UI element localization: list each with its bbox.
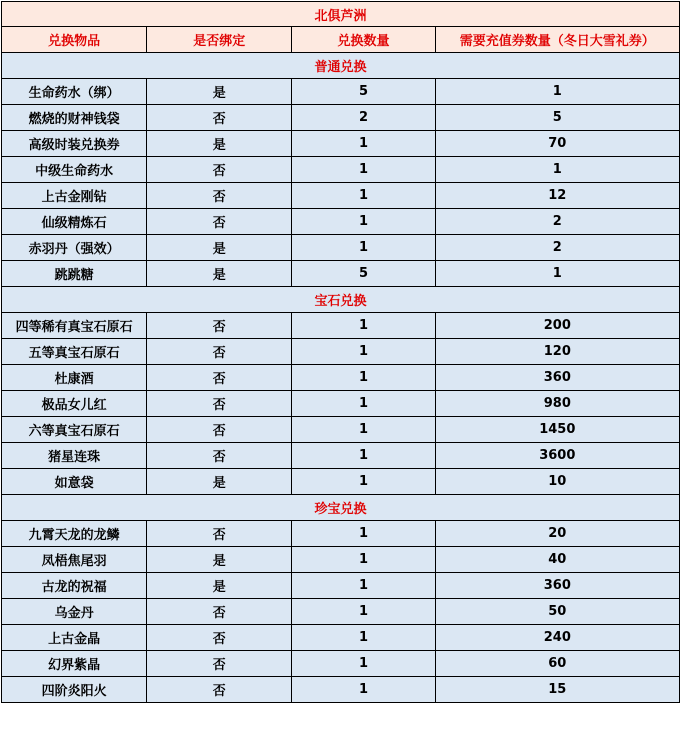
cell-quantity: 1 <box>292 573 435 599</box>
cell-quantity: 1 <box>292 547 435 573</box>
cell-quantity: 1 <box>292 677 435 703</box>
cell-item: 乌金丹 <box>2 599 147 625</box>
table-row <box>2 313 680 339</box>
table-row <box>2 443 680 469</box>
cell-item: 古龙的祝福 <box>2 573 147 599</box>
table-row <box>2 677 680 703</box>
table-row <box>2 625 680 651</box>
cell-bound: 是 <box>147 131 292 157</box>
cell-quantity: 1 <box>292 183 435 209</box>
cell-item: 生命药水（绑） <box>2 79 147 105</box>
cell-voucher-cost: 1 <box>435 261 679 287</box>
header-quantity: 兑换数量 <box>292 27 435 53</box>
cell-quantity: 1 <box>292 625 435 651</box>
section-title: 宝石兑换 <box>2 287 680 313</box>
cell-item: 猪星连珠 <box>2 443 147 469</box>
cell-item: 如意袋 <box>2 469 147 495</box>
cell-quantity: 1 <box>292 313 435 339</box>
section-header-row <box>2 287 680 313</box>
cell-item: 燃烧的财神钱袋 <box>2 105 147 131</box>
cell-bound: 否 <box>147 417 292 443</box>
cell-item: 赤羽丹（强效） <box>2 235 147 261</box>
cell-quantity: 1 <box>292 521 435 547</box>
cell-voucher-cost: 5 <box>435 105 679 131</box>
exchange-table <box>1 1 680 703</box>
cell-item: 九霄天龙的龙鳞 <box>2 521 147 547</box>
cell-bound: 否 <box>147 521 292 547</box>
cell-item: 跳跳糖 <box>2 261 147 287</box>
table-row <box>2 105 680 131</box>
section-title: 普通兑换 <box>2 53 680 79</box>
cell-voucher-cost: 2 <box>435 209 679 235</box>
table-row <box>2 131 680 157</box>
cell-bound: 是 <box>147 235 292 261</box>
cell-bound: 否 <box>147 365 292 391</box>
cell-voucher-cost: 50 <box>435 599 679 625</box>
section-header-row <box>2 495 680 521</box>
cell-voucher-cost: 1 <box>435 79 679 105</box>
cell-item: 幻界紫晶 <box>2 651 147 677</box>
cell-bound: 是 <box>147 79 292 105</box>
cell-bound: 否 <box>147 391 292 417</box>
cell-item: 高级时装兑换券 <box>2 131 147 157</box>
cell-bound: 是 <box>147 469 292 495</box>
cell-quantity: 1 <box>292 365 435 391</box>
cell-bound: 否 <box>147 443 292 469</box>
cell-bound: 是 <box>147 261 292 287</box>
cell-bound: 否 <box>147 339 292 365</box>
cell-quantity: 1 <box>292 339 435 365</box>
cell-item: 仙级精炼石 <box>2 209 147 235</box>
cell-bound: 否 <box>147 651 292 677</box>
section-header-row <box>2 53 680 79</box>
cell-quantity: 1 <box>292 157 435 183</box>
cell-voucher-cost: 20 <box>435 521 679 547</box>
cell-quantity: 1 <box>292 443 435 469</box>
cell-item: 杜康酒 <box>2 365 147 391</box>
cell-bound: 是 <box>147 573 292 599</box>
table-row <box>2 365 680 391</box>
table-row <box>2 651 680 677</box>
table-row <box>2 339 680 365</box>
cell-bound: 否 <box>147 105 292 131</box>
cell-quantity: 1 <box>292 131 435 157</box>
table-row <box>2 183 680 209</box>
cell-item: 极品女儿红 <box>2 391 147 417</box>
cell-voucher-cost: 1 <box>435 157 679 183</box>
cell-item: 五等真宝石原石 <box>2 339 147 365</box>
cell-voucher-cost: 240 <box>435 625 679 651</box>
cell-voucher-cost: 70 <box>435 131 679 157</box>
cell-quantity: 5 <box>292 261 435 287</box>
table-row <box>2 209 680 235</box>
table-row <box>2 157 680 183</box>
header-voucher-cost: 需要充值券数量（冬日大雪礼券） <box>435 27 679 53</box>
cell-voucher-cost: 15 <box>435 677 679 703</box>
cell-voucher-cost: 2 <box>435 235 679 261</box>
cell-quantity: 1 <box>292 209 435 235</box>
cell-voucher-cost: 60 <box>435 651 679 677</box>
cell-voucher-cost: 12 <box>435 183 679 209</box>
cell-voucher-cost: 980 <box>435 391 679 417</box>
cell-item: 上古金晶 <box>2 625 147 651</box>
cell-quantity: 1 <box>292 599 435 625</box>
cell-bound: 否 <box>147 209 292 235</box>
cell-quantity: 5 <box>292 79 435 105</box>
cell-item: 四阶炎阳火 <box>2 677 147 703</box>
cell-bound: 否 <box>147 625 292 651</box>
cell-quantity: 1 <box>292 391 435 417</box>
cell-quantity: 1 <box>292 469 435 495</box>
cell-item: 六等真宝石原石 <box>2 417 147 443</box>
cell-bound: 否 <box>147 313 292 339</box>
header-row <box>2 27 680 53</box>
cell-voucher-cost: 120 <box>435 339 679 365</box>
cell-item: 四等稀有真宝石原石 <box>2 313 147 339</box>
cell-bound: 否 <box>147 599 292 625</box>
header-bound: 是否绑定 <box>147 27 292 53</box>
cell-voucher-cost: 1450 <box>435 417 679 443</box>
table-row <box>2 417 680 443</box>
table-title: 北俱芦洲 <box>2 2 680 27</box>
table-row <box>2 599 680 625</box>
cell-quantity: 2 <box>292 105 435 131</box>
cell-bound: 否 <box>147 183 292 209</box>
table-row <box>2 79 680 105</box>
cell-voucher-cost: 3600 <box>435 443 679 469</box>
table-row <box>2 261 680 287</box>
cell-voucher-cost: 360 <box>435 365 679 391</box>
cell-quantity: 1 <box>292 417 435 443</box>
table-row <box>2 469 680 495</box>
header-item: 兑换物品 <box>2 27 147 53</box>
cell-voucher-cost: 200 <box>435 313 679 339</box>
cell-bound: 否 <box>147 677 292 703</box>
section-title: 珍宝兑换 <box>2 495 680 521</box>
table-row <box>2 391 680 417</box>
table-row <box>2 521 680 547</box>
cell-voucher-cost: 40 <box>435 547 679 573</box>
cell-item: 上古金刚钻 <box>2 183 147 209</box>
table-row <box>2 573 680 599</box>
table-row <box>2 235 680 261</box>
cell-bound: 是 <box>147 547 292 573</box>
table-row <box>2 547 680 573</box>
cell-item: 中级生命药水 <box>2 157 147 183</box>
title-row <box>2 2 680 27</box>
cell-item: 凤梧焦尾羽 <box>2 547 147 573</box>
cell-voucher-cost: 10 <box>435 469 679 495</box>
cell-quantity: 1 <box>292 651 435 677</box>
exchange-table-body <box>2 2 680 703</box>
cell-voucher-cost: 360 <box>435 573 679 599</box>
cell-quantity: 1 <box>292 235 435 261</box>
cell-bound: 否 <box>147 157 292 183</box>
